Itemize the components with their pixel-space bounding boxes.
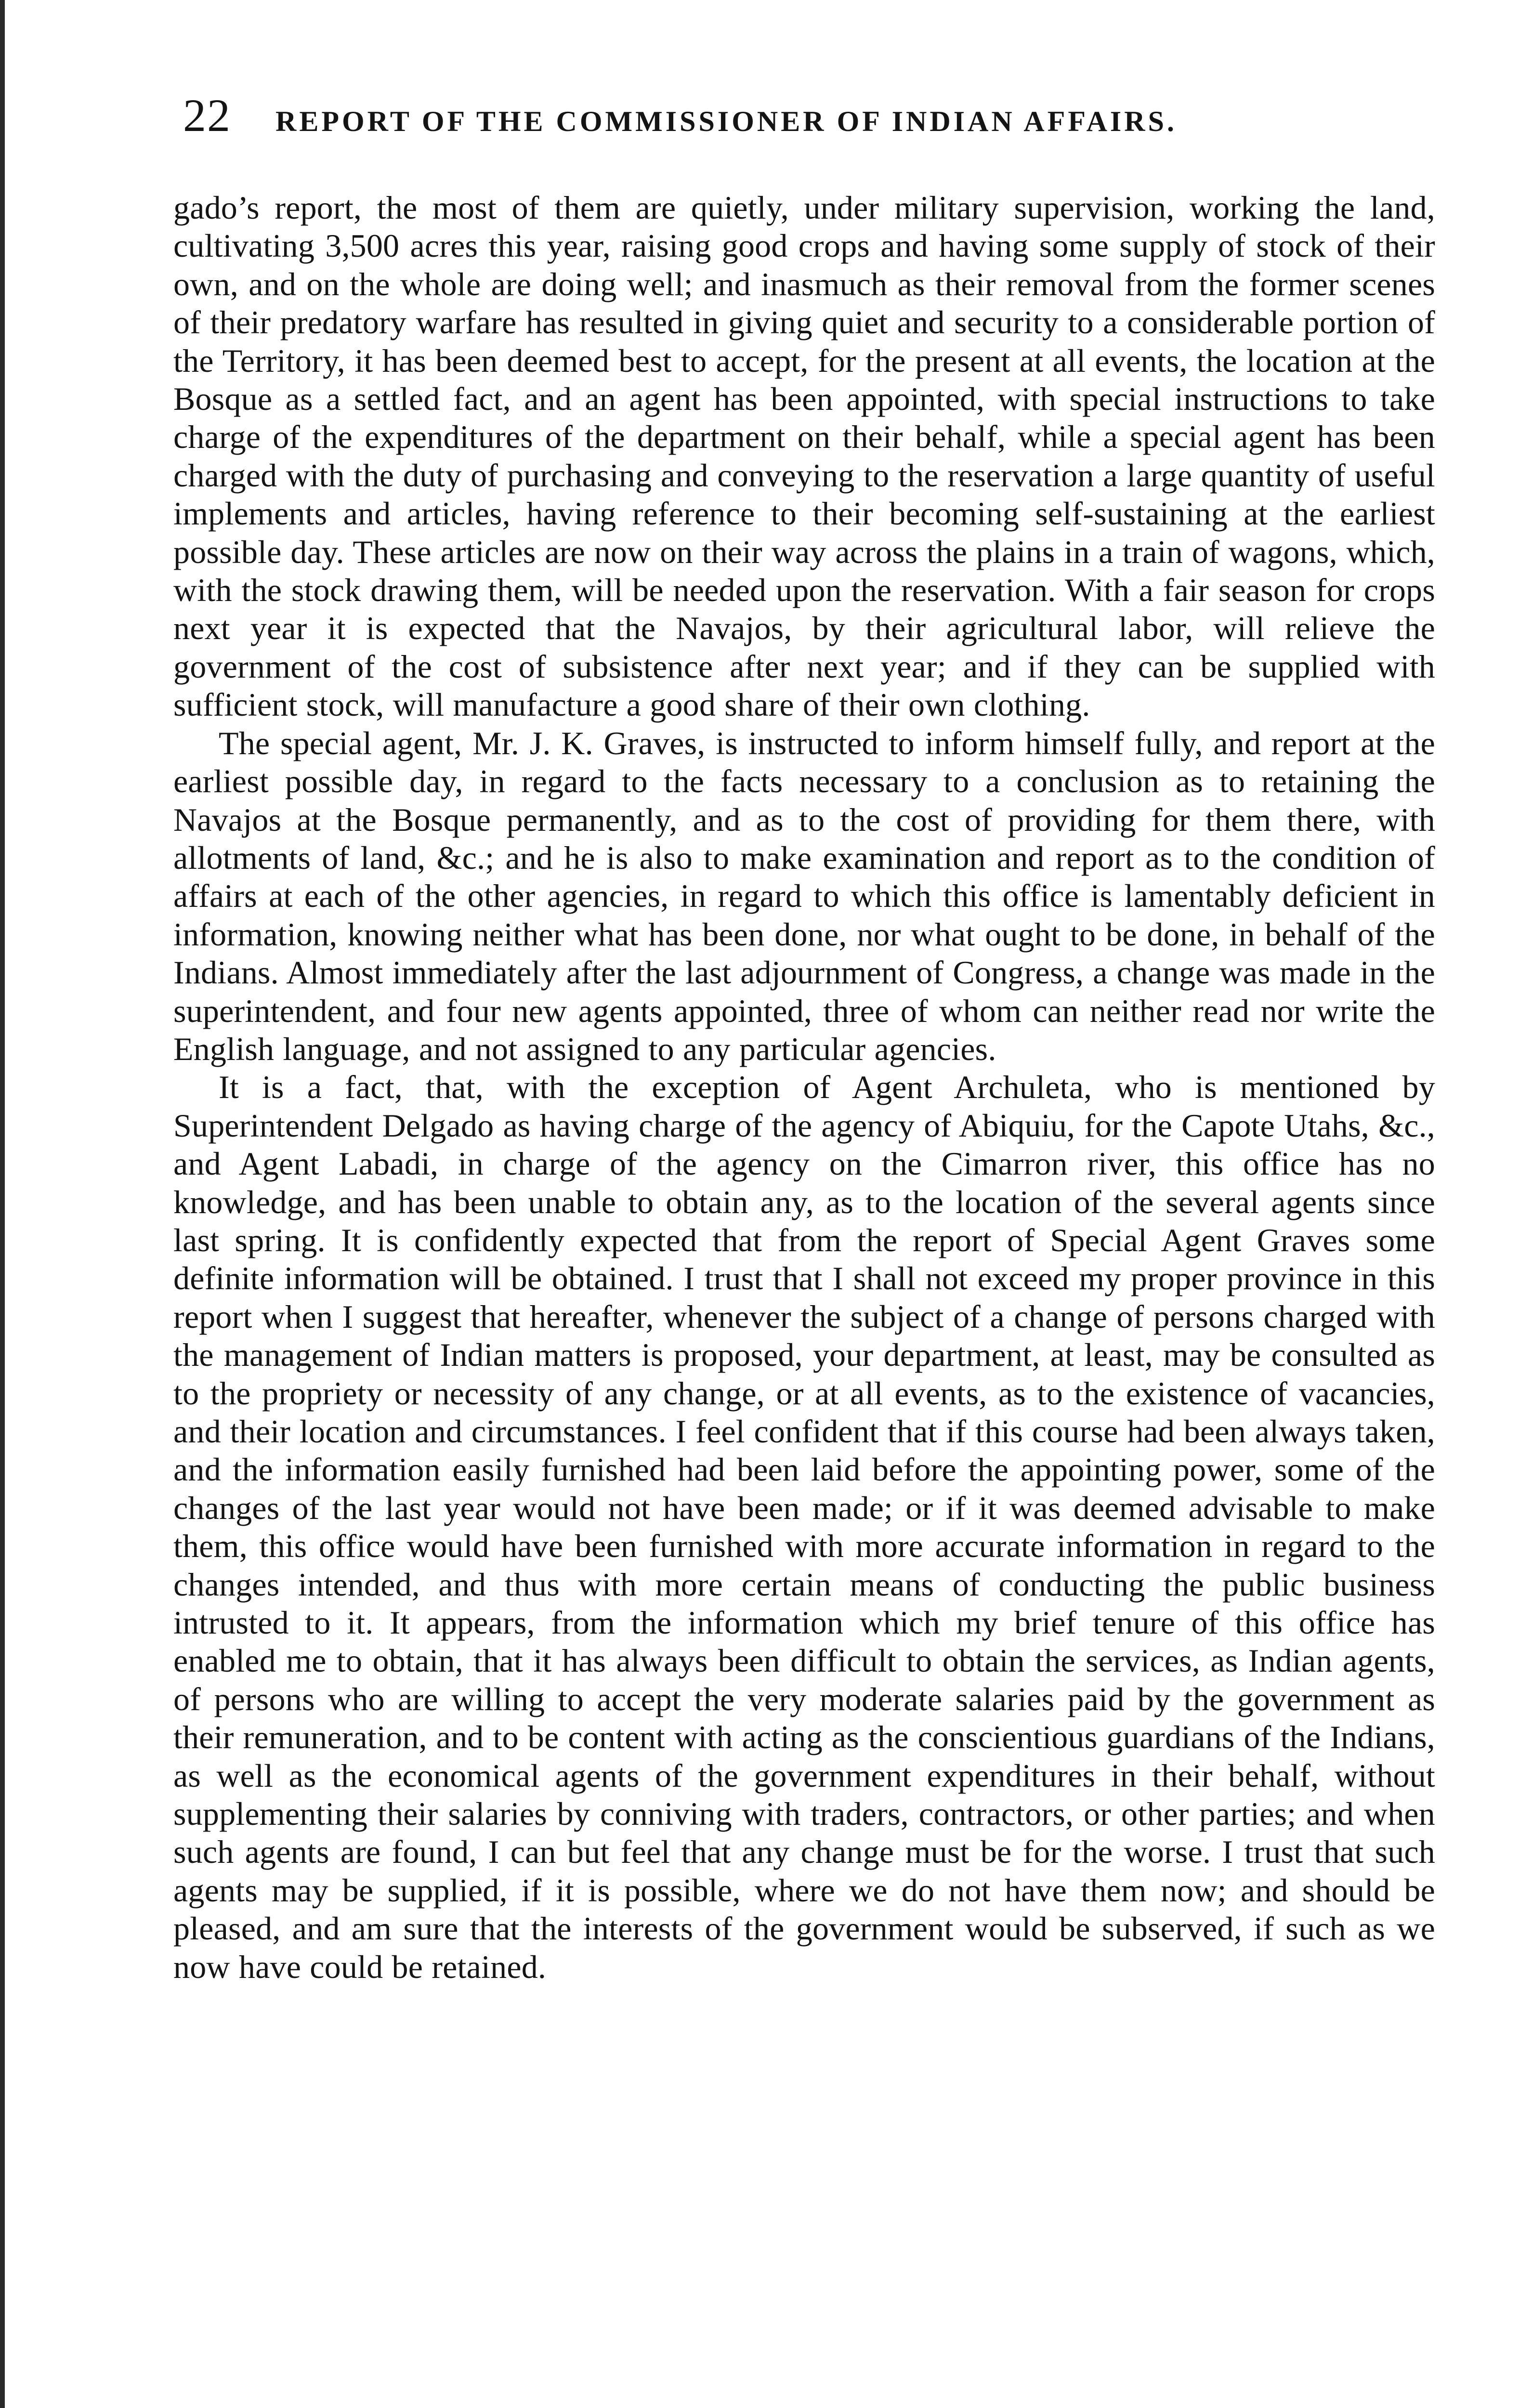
- paragraph-continuation: gado’s report, the most of them are quietly, under military supervision, working the land, cultivating 3,500 acres this year, raising good crops and having some supply of stock of their own, and on the whole are doing well; and inasmuch as their removal from the former scenes of their predatory warfare has resulted in giving quiet and security to a considerable portion of the Territory, it has been deemed best to accept, for the present at all events, the location at the Bosque as a settled fact, and an agent has been appointed, with special instructions to take charge of the expenditures of the department on their behalf, while a special agent has been charged with the duty of purchasing and conveying to the reservation a large quantity of useful implements and articles, having reference to their becoming self-sustaining at the earliest possible day. These articles are now on their way across the plains in a train of wagons, which, with the stock drawing them, will be needed upon the reservation. With a fair season for crops next year it is expected that the Navajos, by their agricultural labor, will relieve the government of the cost of subsistence after next year; and if they can be supplied with sufficient stock, will manufacture a good share of their own clothing.: [173, 189, 1435, 723]
- paragraph-agent-locations: It is a fact, that, with the exception of Agent Archuleta, who is mentioned by Superintendent Delgado as having charge of the agency of Abiquiu, for the Capote Utahs, &c., and Agent Labadi, in charge of the agency on the Cimarron river, this office has no knowledge, and has been unable to obtain any, as to the location of the several agents since last spring. It is confidently expected that from the report of Special Agent Graves some definite information will be obtained. I trust that I shall not exceed my proper province in this report when I suggest that hereafter, whenever the subject of a change of persons charged with the management of Indian matters is proposed, your department, at least, may be consulted as to the propriety or necessity of any change, or at all events, as to the existence of vacancies, and their location and circumstances. I feel confident that if this course had been always taken, and the information easily furnished had been laid before the appointing power, some of the changes of the last year would not have been made; or if it was deemed advisable to make them, this office would have been furnished with more accurate information in regard to the changes intended, and thus with more certain means of conducting the public business intrusted to it. It appears, from the information which my brief tenure of this office has enabled me to obtain, that it has always been difficult to obtain the services, as Indian agents, of persons who are willing to accept the very moderate salaries paid by the government as their remuneration, and to be content with acting as the conscientious guardians of the Indians, as well as the economical agents of the government expenditures in their behalf, without supplementing their salaries by conniving with traders, contractors, or other parties; and when such agents are found, I can but feel that any change must be for the worse. I trust that such agents may be supplied, if it is possible, where we do not have them now; and should be pleased, and am sure that the interests of the government would be subserved, if such as we now have could be retained.: [173, 1069, 1435, 1985]
- page-edge-shadow: [0, 0, 5, 2408]
- page-header: [183, 89, 1363, 142]
- page-number: 22: [183, 90, 231, 141]
- running-title: REPORT OF THE COMMISSIONER OF INDIAN AFFAIRS.: [275, 105, 1177, 137]
- report-body: [173, 189, 1435, 1986]
- paragraph-special-agent: The special agent, Mr. J. K. Graves, is instructed to inform himself fully, and report at the earliest possible day, in regard to the facts necessary to a conclusion as to retaining the Navajos at the Bosque permanently, and as to the cost of providing for them there, with allotments of land, &c.; and he is also to make examination and report as to the condition of affairs at each of the other agencies, in regard to which this office is lamentably deficient in information, knowing neither what has been done, nor what ought to be done, in behalf of the Indians. Almost immediately after the last adjournment of Congress, a change was made in the superintendent, and four new agents appointed, three of whom can neither read nor write the English language, and not assigned to any particular agencies.: [173, 724, 1435, 1067]
